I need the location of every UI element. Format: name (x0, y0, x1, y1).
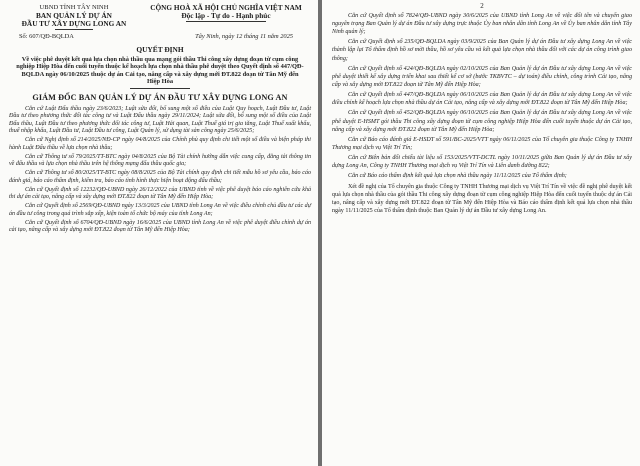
national-motto (141, 4, 311, 31)
legal-basis-paragraph: Căn cứ Quyết định số 7824/QĐ-UBND ngày 30/6/2025 của UBND tỉnh Long An về việc đổi tên và chuyển giao nguyên trạng Ban Quản lý dự án Đầu tư xây dựng trực thuộc Ủy ban nhân dân tỉnh Long An về Ủy ban nhân dân tỉnh Tây Ninh quản lý; (332, 13, 632, 36)
agency-line-1: UBND TỈNH TÂY NINH (39, 4, 109, 11)
agency-underline (55, 29, 93, 30)
legal-basis-paragraph: Căn cứ Quyết định số 424/QĐ-BQLDA ngày 02/10/2025 của Ban Quản lý dự án Đầu tư xây dựng Long An về việc phê duyệt thiết kế xây dựng triển khai sau thiết kế cơ sở (bước TKBVTC – dự toán) điều chỉnh, công trình Cải tạo, nâng cấp và xây dựng mới ĐT.822 đoạn từ Tân Mỹ đến Hiệp Hòa; (332, 65, 632, 88)
document-number: Số: 607/QĐ-BQLDA (19, 32, 74, 40)
legal-basis-paragraph: Căn cứ Nghị định số 214/2025/NĐ-CP ngày 04/8/2025 của Chính phủ quy định chi tiết một số điều và biện pháp thi hành Luật Đấu thầu về lựa chọn nhà thầu; (9, 137, 311, 151)
legal-basis-paragraph: Căn cứ Quyết định số 12232/QĐ-UBND ngày 26/12/2022 của UBND tỉnh về việc phê duyệt báo cáo nghiên cứu khả thi dự án cải tạo, nâng cấp và xây dựng mới ĐT.822 đoạn từ Tân Mỹ đến Hiệp Hòa; (9, 186, 311, 201)
agency-line-3: ĐẦU TƯ XÂY DỰNG LONG AN (21, 19, 127, 29)
recommendation-paragraph: Xét đề nghị của Tổ chuyên gia thuộc Công ty TNHH Thương mại dịch vụ Việt Trí Tín về việc đề nghị phê duyệt kết quả lựa chọn nhà thầu của gói thầu Thi công xây dựng đoạn từ cụm công nghiệp Hiệp Hòa đến cuối tuyến thuộc dự án Cải tạo, nâng cấp và xây dựng mới ĐT.822 đoạn từ Tân Mỹ đến Hiệp Hòa và Báo cáo thẩm định kết quả lựa chọn nhà thầu ngày 11/11/2025 của Tổ thẩm định thuộc Ban Quản lý dự án Đầu tư xây dựng Long An. (332, 183, 632, 214)
decision-title: QUYẾT ĐỊNH (136, 44, 184, 54)
nation-motto: Độc lập - Tự do - Hạnh phúc (181, 11, 271, 21)
document-header (9, 4, 311, 31)
place-date: Tây Ninh, ngày 12 tháng 11 năm 2025 (195, 32, 293, 40)
legal-basis-paragraph: Căn cứ Quyết định số 452/QĐ-BQLDA ngày 06/10/2025 của Ban Quản lý dự án Đầu tư xây dựng Long An về việc phê duyệt E-HSMT gói thầu Thi công xây dựng đoạn từ cụm công nghiệp Hiệp Hòa đến cuối tuyến thuộc dự án Cải tạo, nâng cấp và xây dựng mới ĐT.822 đoạn từ Tân Mỹ đến Hiệp Hòa; (332, 110, 632, 133)
page-number: 2 (480, 2, 484, 10)
legal-basis-paragraph: Căn cứ Quyết định số 235/QĐ-BQLDA ngày 03/9/2025 của Ban Quản lý dự án Đầu tư xây dựng Long An về việc thành lập lại Tổ thẩm định hồ sơ mời thầu, hồ sơ yêu cầu và kết quả lựa chọn nhà thầu đối với các dự án công trình giao thông; (332, 39, 632, 62)
legal-basis-paragraph: Căn cứ Báo cáo thẩm định kết quả lựa chọn nhà thầu ngày 11/11/2025 của Tổ thẩm định; (348, 173, 567, 180)
issuing-agency (9, 4, 139, 31)
legal-basis-paragraph: Căn cứ Báo cáo đánh giá E-HSDT số 591/BC-2025/VTT ngày 06/11/2025 của Tổ chuyên gia thuộc Công ty TNHH Thương mại dịch vụ Việt Trí Tín; (332, 136, 632, 151)
page-two (322, 0, 640, 466)
legal-basis-paragraph: Căn cứ Quyết định số 447/QĐ-BQLDA ngày 06/10/2025 của Ban Quản lý dự án Đầu tư xây dựng Long An về việc điều chỉnh kế hoạch lựa chọn nhà thầu dự án Cải tạo, nâng cấp và xây dựng mới ĐT.822 đoạn từ Tân Mỹ đến Hiệp Hòa; (332, 92, 632, 107)
legal-basis-paragraph: Căn cứ Luật Đấu thầu ngày 23/6/2023; Luật sửa đổi, bổ sung một số điều của Luật Quy hoạch, Luật Đầu tư, Luật Đầu tư theo phương thức đối tác công tư và Luật Đấu thầu ngày 29/11/2024; Luật sửa đổi, bổ sung một số điều của Luật Đấu thầu, Luật Đầu tư theo phương thức đối tác công tư, Luật Hải quan, Luật Thuế giá trị gia tăng, Luật Thuế xuất khẩu, thuế nhập khẩu, Luật Đầu tư, Luật Đầu tư công, Luật Quản lý, sử dụng tài sản công ngày 25/6/2025; (9, 105, 311, 135)
legal-basis-paragraph: Căn cứ Quyết định số 6704/QĐ-UBND ngày 16/6/2025 của UBND tỉnh Long An về việc phê duyệt điều chỉnh dự án cải tạo, nâng cấp và xây dựng mới ĐT.822 đoạn từ Tân Mỹ đến Hiệp Hòa; (9, 219, 311, 234)
legal-basis-paragraph: Căn cứ Biên bản đối chiếu tài liệu số 153/2025/VTT-DCTL ngày 10/11/2025 giữa Ban Quản lý dự án Đầu tư xây dựng Long An, Công ty TNHH Thương mại dịch vụ Việt Trí Tín và Liên danh đường 822; (332, 155, 632, 170)
agency-line-2: BAN QUẢN LÝ DỰ ÁN (36, 11, 112, 20)
legal-basis-paragraph: Căn cứ Thông tư số 80/2025/TT-BTC ngày 08/8/2025 của Bộ Tài chính quy định chi tiết mẫu hồ sơ yêu cầu, báo cáo đánh giá, báo cáo thẩm định, kiểm tra, báo cáo tình hình thực hiện hoạt động đấu thầu; (9, 170, 311, 184)
legal-basis-list-2 (332, 12, 632, 215)
subject-underline (130, 88, 190, 89)
page-one (0, 0, 318, 466)
decision-subject: Về việc phê duyệt kết quả lựa chọn nhà thầu qua mạng gói thầu Thi công xây dựng đoạn từ cụm công nghiệp Hiệp Hòa đến cuối tuyến thuộc kế hoạch lựa chọn nhà thầu phê duyệt theo Quyết định số 447/QĐ-BQLDA ngày 06/10/2025 thuộc dự án Cải tạo, nâng cấp và xây dựng mới ĐT.822 đoạn từ Tân Mỹ đến Hiệp Hòa (16, 55, 304, 86)
motto-underline (186, 21, 266, 22)
document-meta (9, 33, 311, 40)
legal-basis-paragraph: Căn cứ Quyết định số 2569/QĐ-UBND ngày 13/3/2025 của UBND tỉnh Long An về việc điều chỉnh chủ đầu tư các dự án đầu tư công trong quá trình sắp xếp, kiện toàn tổ chức bộ máy của tỉnh Long An; (9, 203, 311, 217)
decision-authority: GIÁM ĐỐC BAN QUẢN LÝ DỰ ÁN ĐẦU TƯ XÂY DỰNG LONG AN (32, 92, 288, 102)
legal-basis-paragraph: Căn cứ Thông tư số 79/2025/TT-BTC ngày 04/8/2025 của Bộ Tài chính hướng dẫn việc cung cấp, đăng tải thông tin về đấu thầu và lựa chọn nhà thầu trên hệ thống mạng đấu thầu quốc gia; (9, 153, 311, 168)
legal-basis-list-1 (9, 106, 311, 235)
nation-name: CỘNG HOÀ XÃ HỘI CHỦ NGHĨA VIỆT NAM (150, 3, 302, 12)
